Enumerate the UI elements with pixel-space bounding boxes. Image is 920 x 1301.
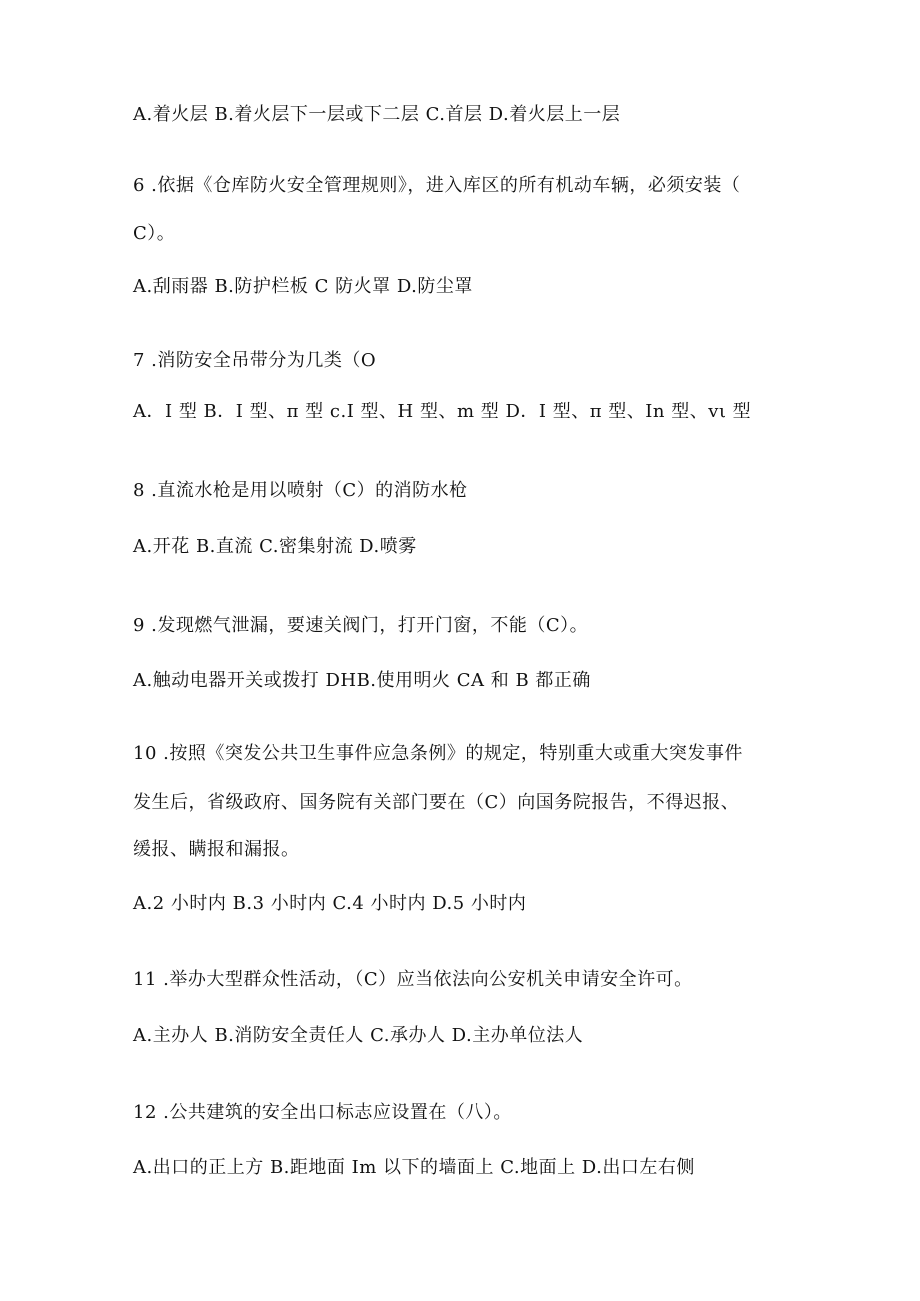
q11-options: A.主办人 B.消防安全责任人 C.承办人 D.主办单位法人 xyxy=(133,1025,584,1046)
q9-question: 9 .发现燃气泄漏，要速关阀门，打开门窗，不能（C）。 xyxy=(133,615,589,636)
q10-question-line-1: 10 .按照《突发公共卫生事件应急条例》的规定，特别重大或重大突发事件 xyxy=(133,743,743,764)
q12-options: A.出口的正上方 B.距地面 Im 以下的墙面上 C.地面上 D.出口左右侧 xyxy=(133,1157,695,1178)
q7-options: A．I 型 B．I 型、π 型 c.I 型、H 型、m 型 D．I 型、π 型、In 型、vι 型 xyxy=(133,401,752,422)
q10-question-line-2: 发生后，省级政府、国务院有关部门要在（C）向国务院报告，不得迟报、 xyxy=(133,792,740,813)
q6-options: A.刮雨器 B.防护栏板 C 防火罩 D.防尘罩 xyxy=(133,276,473,297)
q9-options: A.触动电器开关或拨打 DHB.使用明火 CA 和 B 都正确 xyxy=(133,670,591,691)
q7-question: 7 .消防安全吊带分为几类（O xyxy=(133,350,377,371)
q6-question-line-1: 6 .依据《仓库防火安全管理规则》，进入库区的所有机动车辆，必须安装（ xyxy=(133,175,741,196)
q8-options: A.开花 B.直流 C.密集射流 D.喷雾 xyxy=(133,536,417,557)
q6-question-line-2: C）。 xyxy=(133,223,176,244)
q10-question-line-3: 缓报、瞒报和漏报。 xyxy=(133,839,300,860)
q10-options: A.2 小时内 B.3 小时内 C.4 小时内 D.5 小时内 xyxy=(133,893,527,914)
q12-question: 12 .公共建筑的安全出口标志应设置在（八）。 xyxy=(133,1102,512,1123)
q8-question: 8 .直流水枪是用以喷射（C）的消防水枪 xyxy=(133,480,468,501)
q5-options: A.着火层 B.着火层下一层或下二层 C.首层 D.着火层上一层 xyxy=(133,104,621,125)
q11-question: 11 .举办大型群众性活动，（C）应当依法向公安机关申请安全许可。 xyxy=(133,969,693,990)
